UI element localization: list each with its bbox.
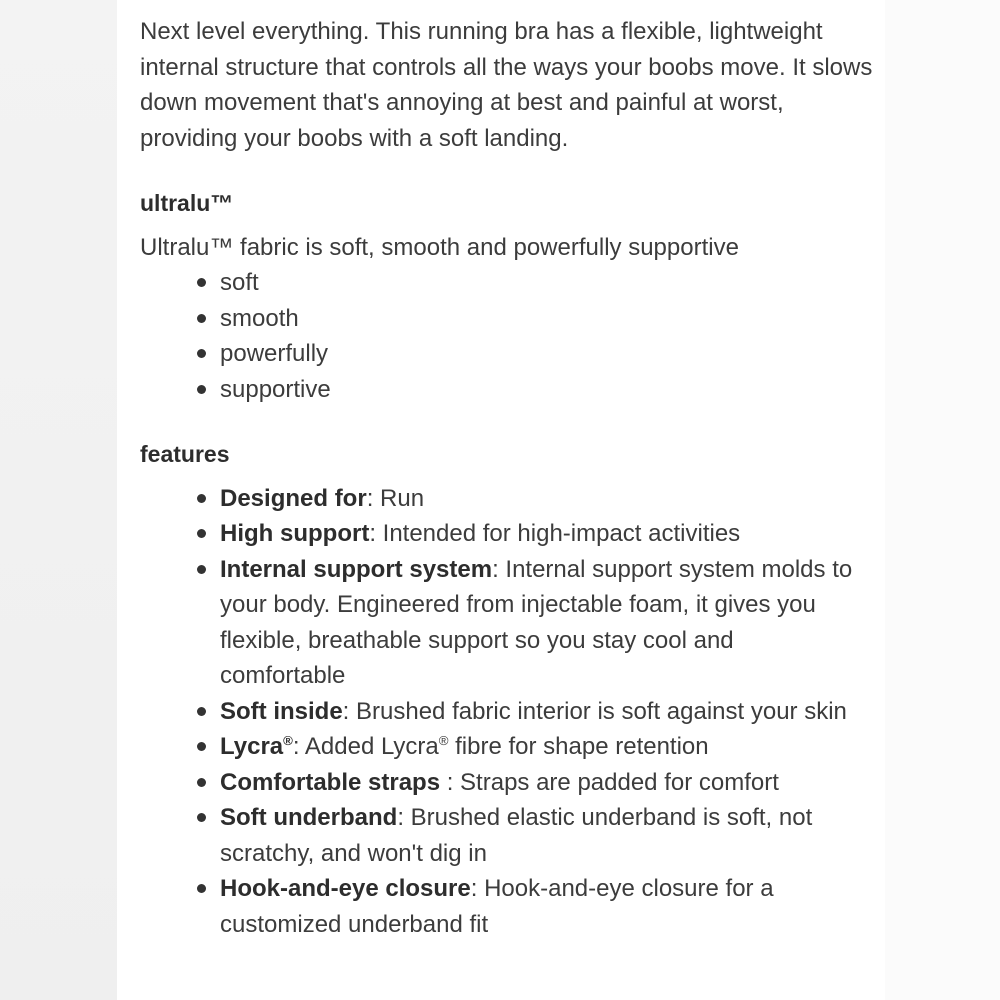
feature-item [220, 765, 860, 801]
feature-item [220, 552, 860, 694]
feature-name: High support [220, 520, 370, 547]
feature-item [220, 800, 860, 871]
list-item [140, 336, 885, 372]
list-item [140, 372, 885, 408]
feature-description: : Brushed elastic underband is soft, not scratchy, and won't dig in [220, 804, 813, 867]
feature-description: : Brushed fabric interior is soft against your skin [342, 697, 847, 725]
bullet-icon [197, 778, 206, 787]
feature-name: Designed for [220, 484, 367, 512]
list-item [140, 301, 885, 337]
bullet-icon [197, 884, 206, 893]
bullet-icon [197, 385, 206, 394]
list-item [140, 765, 885, 801]
feature-name: Comfortable straps [220, 768, 441, 796]
feature-name: Lycra® [220, 733, 293, 760]
feature-description: : Added Lycra® fibre for shape retention [292, 733, 709, 760]
feature-name: Hook-and-eye closure [220, 875, 471, 902]
feature-description: : Intended for high-impact activities [369, 520, 741, 547]
feature-description: : Straps are padded for comfort [440, 768, 779, 796]
intro-paragraph: Next level everything. This running bra has a flexible, lightweight internal structure that controls all the ways your boobs move. It slows down movement that's annoying at best and painful at worst, providing your boobs with a soft landing. [140, 18, 873, 152]
list-item-label: supportive [220, 375, 331, 403]
feature-name: Internal support system [220, 555, 493, 583]
bullet-icon [197, 813, 206, 822]
list-item [140, 694, 885, 730]
bullet-icon [197, 529, 206, 538]
list-item [140, 871, 885, 942]
ultralu-heading: ultralu™ [140, 190, 234, 216]
ultralu-bullet-list [140, 265, 885, 407]
list-item-label: smooth [220, 304, 299, 332]
feature-item [220, 729, 860, 765]
list-item-label: powerfully [220, 340, 329, 367]
list-item-label: soft [220, 269, 259, 296]
list-item [140, 800, 885, 871]
list-item [140, 481, 885, 517]
feature-item [220, 871, 860, 942]
right-gutter [885, 0, 1000, 1000]
feature-name: Soft inside [220, 697, 343, 725]
ultralu-description: Ultralu™ fabric is soft, smooth and powerfully supportive [140, 233, 739, 261]
left-gutter [0, 0, 117, 1000]
bullet-icon [197, 314, 206, 323]
bullet-icon [197, 707, 206, 716]
feature-description: : Run [366, 484, 425, 512]
list-item [140, 265, 885, 301]
feature-item [220, 481, 860, 517]
bullet-icon [197, 565, 206, 574]
bullet-icon [197, 742, 206, 751]
feature-description: : Internal support system molds to your body. Engineered from injectable foam, it gives you flexible, breathable support so you stay cool and comfortable [220, 555, 853, 689]
bullet-icon [197, 278, 206, 287]
features-heading: features [140, 441, 230, 467]
features-bullet-list [140, 481, 885, 943]
bullet-icon [197, 349, 206, 358]
feature-description: : Hook-and-eye closure for a customized underband fit [220, 875, 774, 938]
product-description-content [117, 0, 885, 1000]
bullet-icon [197, 494, 206, 503]
list-item [140, 516, 885, 552]
feature-name: Soft underband [220, 804, 398, 831]
list-item [140, 552, 885, 694]
list-item [140, 729, 885, 765]
feature-item [220, 694, 860, 730]
feature-item [220, 516, 860, 552]
